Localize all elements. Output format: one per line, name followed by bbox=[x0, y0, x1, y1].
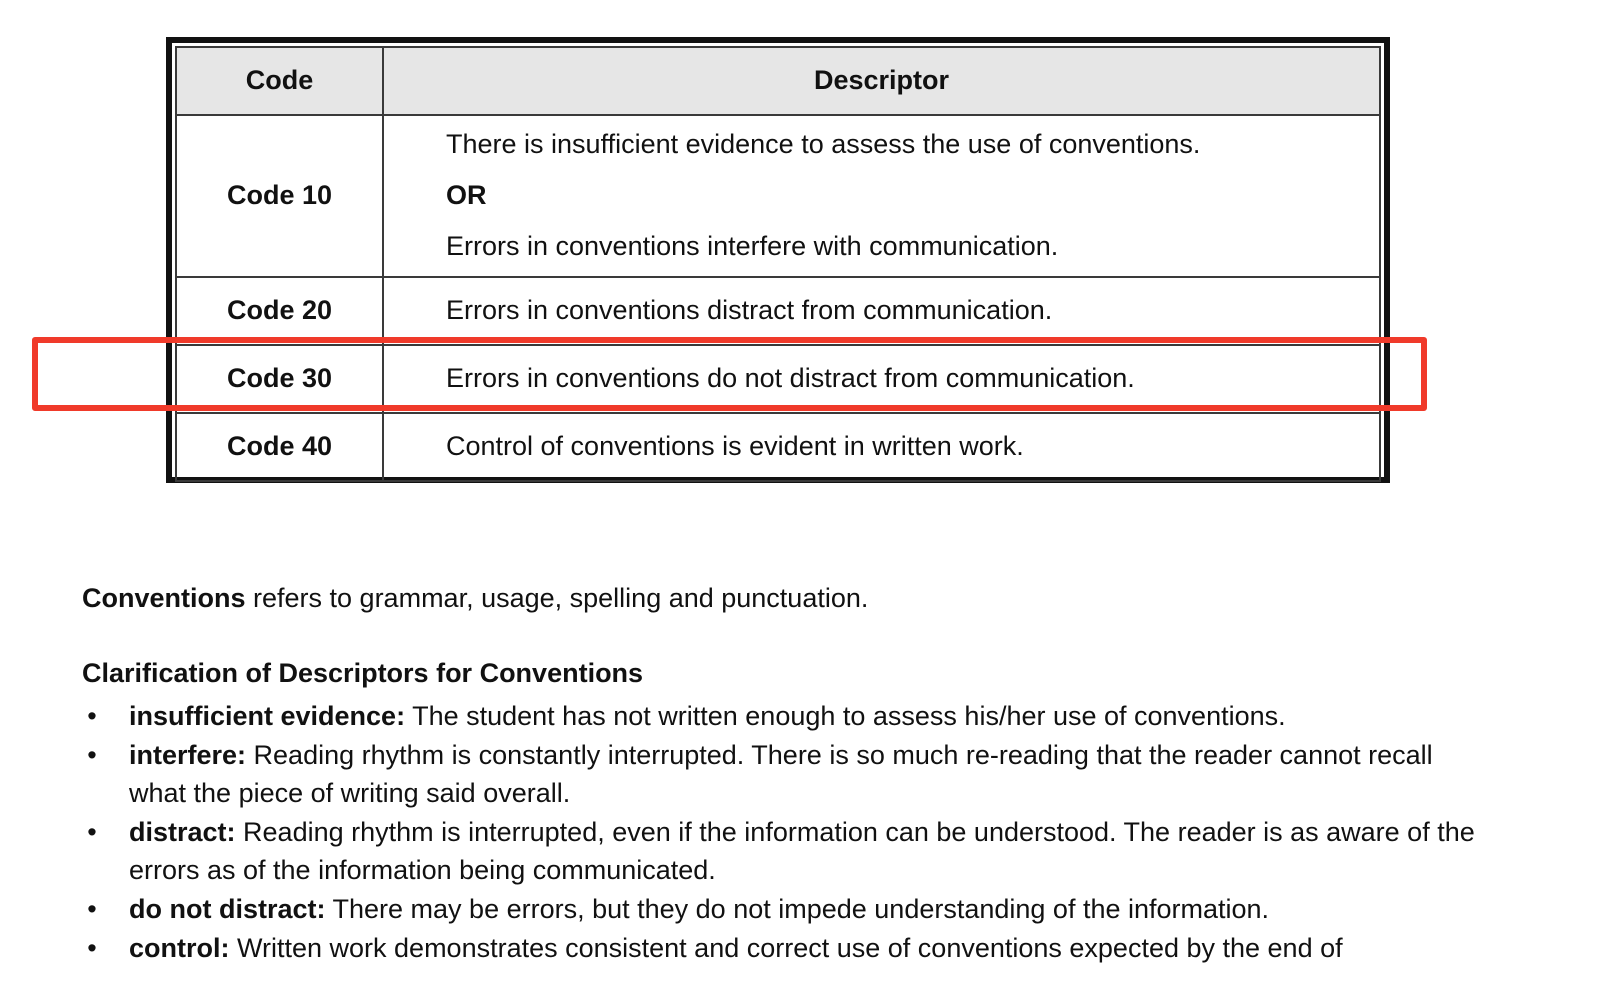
clarification-text: The student has not written enough to assess his/her use of conventions. bbox=[405, 701, 1286, 731]
clarification-text: Written work demonstrates consistent and correct use of conventions expected by the end of bbox=[229, 933, 1343, 963]
clarification-term: control: bbox=[129, 933, 230, 963]
header-code: Code bbox=[176, 47, 383, 115]
clarification-term: distract: bbox=[129, 817, 236, 847]
table-header-row bbox=[176, 47, 1380, 115]
conventions-definition bbox=[82, 581, 1582, 616]
clarification-term: do not distract: bbox=[129, 894, 326, 924]
clarification-heading: Clarification of Descriptors for Conventions bbox=[82, 658, 644, 688]
descriptor-line: Errors in conventions interfere with communication. bbox=[446, 230, 1059, 261]
clarification-list bbox=[82, 697, 1482, 968]
list-item bbox=[82, 890, 1482, 928]
bullet-icon: • bbox=[87, 933, 97, 963]
conventions-descriptor-table bbox=[166, 37, 1390, 483]
descriptor-cell bbox=[383, 115, 1380, 277]
list-item bbox=[82, 813, 1482, 889]
descriptor-cell bbox=[383, 345, 1380, 413]
descriptor-cell bbox=[383, 277, 1380, 345]
descriptor-line: Errors in conventions distract from communication. bbox=[446, 295, 1053, 326]
table-row bbox=[176, 277, 1380, 345]
clarification-term: interfere: bbox=[129, 740, 247, 770]
clarification-text: Reading rhythm is interrupted, even if the information can be understood. The reader is as aware of the errors as of the information being communicated. bbox=[129, 817, 1475, 885]
bullet-icon: • bbox=[87, 894, 97, 924]
header-descriptor: Descriptor bbox=[383, 47, 1380, 115]
table-row bbox=[176, 413, 1380, 481]
bullet-icon: • bbox=[87, 701, 97, 731]
descriptor-table bbox=[175, 46, 1381, 482]
code-cell: Code 30 bbox=[176, 345, 383, 413]
descriptor-cell bbox=[383, 413, 1380, 481]
code-cell: Code 40 bbox=[176, 413, 383, 481]
list-item bbox=[82, 929, 1482, 967]
list-item bbox=[82, 697, 1482, 735]
table-row bbox=[176, 345, 1380, 413]
table-row bbox=[176, 115, 1380, 277]
clarification-text: Reading rhythm is constantly interrupted. There is so much re-reading that the reader cannot recall what the piece of writing said overall. bbox=[129, 740, 1433, 808]
descriptor-line: Errors in conventions do not distract from communication. bbox=[446, 363, 1135, 394]
descriptor-line: There is insufficient evidence to assess the use of conventions. bbox=[446, 129, 1201, 160]
clarification-term: insufficient evidence: bbox=[129, 701, 406, 731]
code-cell: Code 10 bbox=[176, 115, 383, 277]
descriptor-or: OR bbox=[446, 180, 487, 211]
bullet-icon: • bbox=[87, 740, 97, 770]
definition-term: Conventions bbox=[82, 583, 246, 613]
list-item bbox=[82, 736, 1482, 812]
clarification-text: There may be errors, but they do not impede understanding of the information. bbox=[325, 894, 1270, 924]
descriptor-line: Control of conventions is evident in written work. bbox=[446, 431, 1024, 462]
definition-text: refers to grammar, usage, spelling and punctuation. bbox=[245, 583, 869, 613]
bullet-icon: • bbox=[87, 817, 97, 847]
code-cell: Code 20 bbox=[176, 277, 383, 345]
